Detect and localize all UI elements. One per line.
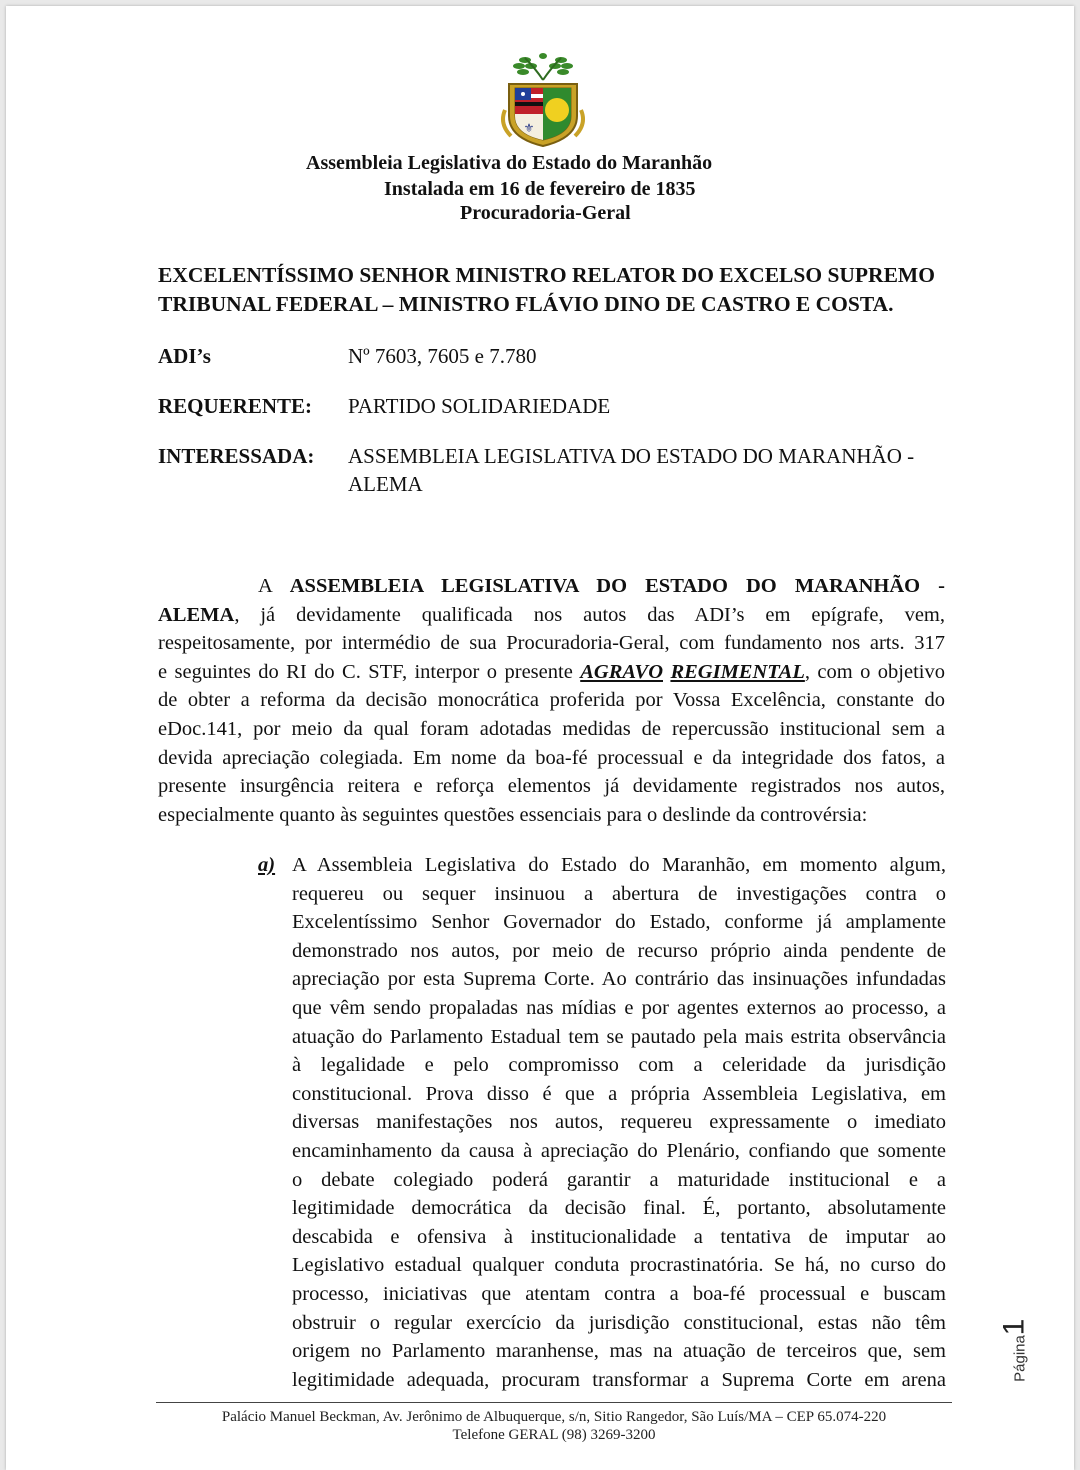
item-line: legitimidade adequada, procuram transformar a Suprema Corte em arena <box>292 1368 946 1391</box>
item-line: processo, iniciativas que atentam contra a boa-fé processual e buscam <box>292 1282 946 1305</box>
letterhead-department: Procuradoria-Geral <box>460 202 631 224</box>
item-text <box>292 851 946 1394</box>
item-line: Legislativo estadual qualquer conduta procrastinatória. Se há, no curso do <box>292 1254 946 1277</box>
paragraph-line: A ASSEMBLEIA LEGISLATIVA DO ESTADO DO MARANHÃO - <box>258 575 945 597</box>
paragraph-line: especialmente quanto às seguintes questões essenciais para o deslinde da controvérsia: <box>158 803 868 826</box>
regimental-emphasis: REGIMENTAL <box>670 660 805 683</box>
letterhead-institution: Assembleia Legislativa do Estado do Maranhão <box>306 152 713 174</box>
field-label: INTERESSADA: <box>158 444 315 468</box>
item-line: A Assembleia Legislativa do Estado do Maranhão, em momento algum, <box>292 854 946 876</box>
field-value: PARTIDO SOLIDARIEDADE <box>348 394 611 418</box>
paragraph-line: de obter a reforma da decisão monocrática proferida por Vossa Excelência, constante do <box>158 689 945 712</box>
field-value: ASSEMBLEIA LEGISLATIVA DO ESTADO DO MARANHÃO - ALEMA <box>348 444 915 496</box>
item-line: descabida e ofensiva à institucionalidade a tentativa de imputar ao <box>292 1225 946 1248</box>
letterhead-founding-date: Instalada em 16 de fevereiro de 1835 <box>384 178 696 200</box>
item-line: legitimidade democrática da decisão final. É, portanto, absolutamente <box>292 1197 946 1220</box>
document-page <box>6 6 1074 1470</box>
item-marker: a) <box>258 854 276 876</box>
footer-phone: Telefone GERAL (98) 3269-3200 <box>452 1427 656 1443</box>
page-number-value: 1 <box>997 1318 1031 1336</box>
item-line: obstruir o regular exercício da jurisdição constitucional, estas não têm <box>292 1311 946 1334</box>
item-line: o debate colegiado poderá garantir a maturidade institucional e a <box>292 1168 946 1191</box>
footer-divider <box>156 1402 952 1403</box>
field-value: Nº 7603, 7605 e 7.780 <box>348 344 537 368</box>
page-number-label: Página <box>1011 1335 1029 1382</box>
state-coat-of-arms-logo <box>495 50 591 150</box>
item-line: constitucional. Prova disso é que a própria Assembleia Legislativa, em <box>292 1082 946 1105</box>
item-line: apreciação por esta Suprema Corte. Ao contrário das insinuações infundadas <box>292 968 946 991</box>
item-line: que vêm sendo propaladas nas mídias e por agentes externos ao processo, a <box>292 996 946 1019</box>
paragraph-line: devida apreciação colegiada. Em nome da boa-fé processual e da integridade dos fatos, a <box>158 746 945 769</box>
item-line: Excelentíssimo Senhor Governador do Estado, conforme já amplamente <box>292 911 946 934</box>
paragraph-line: ALEMA, já devidamente qualificada nos autos das ADI’s em epígrafe, vem, <box>158 603 945 626</box>
paragraph-line: eDoc.141, por meio da qual foram adotadas medidas de repercussão institucional sem a <box>158 717 945 740</box>
footer-address: Palácio Manuel Beckman, Av. Jerônimo de Albuquerque, s/n, Sitio Rangedor, São Luís/MA – CEP 65.074-220 <box>221 1409 887 1425</box>
item-line: requereu ou sequer insinuou a abertura de investigações contra o <box>292 882 946 905</box>
item-line: origem no Parlamento maranhense, mas na atuação de terceiros que, sem <box>292 1340 946 1363</box>
paragraph-line: presente insurgência reitera e reforça elementos já devidamente registrados nos autos, <box>158 775 945 798</box>
addressee-heading: EXCELENTÍSSIMO SENHOR MINISTRO RELATOR DO EXCELSO SUPREMO TRIBUNAL FEDERAL – MINISTRO FLÁVIO DINO DE CASTRO E COSTA. <box>158 263 935 316</box>
item-line: demonstrado nos autos, por meio de recurso próprio ainda pendente de <box>292 939 946 962</box>
item-line: diversas manifestações nos autos, requereu expressamente o imediato <box>292 1111 946 1134</box>
footer <box>156 1408 952 1444</box>
agravo-emphasis: AGRAVO <box>580 660 663 683</box>
item-line: atuação do Parlamento Estadual tem se pautado pela mais estrita observância <box>292 1025 946 1048</box>
field-label: ADI’s <box>158 344 211 368</box>
field-label: REQUERENTE: <box>158 394 313 418</box>
paragraph-line: e seguintes do RI do C. STF, interpor o presente AGRAVO REGIMENTAL, com o objetivo <box>158 660 945 683</box>
item-line: à legalidade e pelo compromisso com a celeridade da jurisdição <box>292 1054 946 1077</box>
item-line: encaminhamento da causa à apreciação do Plenário, confiando que somente <box>292 1139 946 1162</box>
petition-paragraph <box>158 572 945 829</box>
page-number <box>997 1316 1036 1406</box>
paragraph-line: respeitosamente, por intermédio de sua Procuradoria-Geral, com fundamento nos arts. 317 <box>158 632 945 655</box>
svg-text:⚜: ⚜ <box>523 121 535 135</box>
